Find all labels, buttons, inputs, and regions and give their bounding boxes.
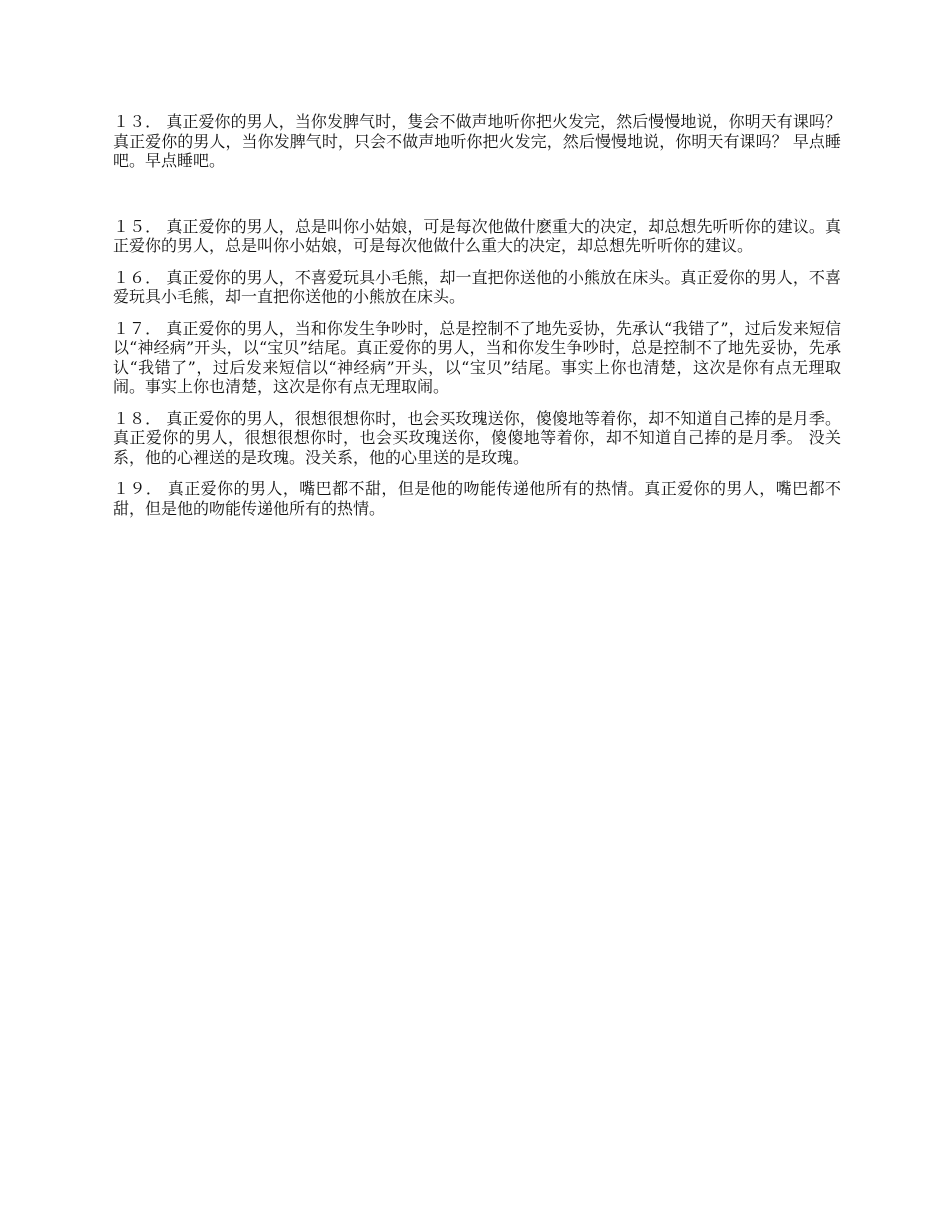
document-body (113, 112, 841, 530)
paragraph-13: １３． 真正爱你的男人，当你发脾气时，隻会不做声地听你把火发完，然后慢慢地说，你明天有课吗？真正爱你的男人，当你发脾气时，只会不做声地听你把火发完，然后慢慢地说，你明天有课吗？ 早点睡吧。早点睡吧。 (113, 112, 841, 170)
paragraph-19: １９． 真正爱你的男人，嘴巴都不甜，但是他的吻能传递他所有的热情。真正爱你的男人，嘴巴都不甜，但是他的吻能传递他所有的热情。 (113, 479, 841, 518)
paragraph-15: １５． 真正爱你的男人，总是叫你小姑娘，可是每次他做什麽重大的决定，却总想先听听你的建议。真正爱你的男人，总是叫你小姑娘，可是每次他做什么重大的决定，却总想先听听你的建议。 (113, 216, 841, 255)
paragraph-18: １８． 真正爱你的男人，很想很想你时，也会买玫瑰送你，傻傻地等着你，却不知道自己捧的是月季。真正爱你的男人，很想很想你时，也会买玫瑰送你，傻傻地等着你，却不知道自己捧的是月季。 没关系，他的心裡送的是玫瑰。没关系，他的心里送的是玫瑰。 (113, 408, 841, 467)
paragraph-16: １６． 真正爱你的男人，不喜爱玩具小毛熊，却一直把你送他的小熊放在床头。真正爱你的男人，不喜爱玩具小毛熊，却一直把你送他的小熊放在床头。 (113, 267, 841, 306)
paragraph-17: １７． 真正爱你的男人，当和你发生争吵时，总是控制不了地先妥协，先承认“我错了”，过后发来短信以“神经病”开头，以“宝贝”结尾。真正爱你的男人，当和你发生争吵时，总是控制不了地先妥协，先承认“我错了”，过后发来短信以“神经病”开头，以“宝贝”结尾。事实上你也清楚，这次是你有点无理取闹。事实上你也清楚，这次是你有点无理取闹。 (113, 318, 841, 396)
paragraph-gap (113, 183, 841, 217)
